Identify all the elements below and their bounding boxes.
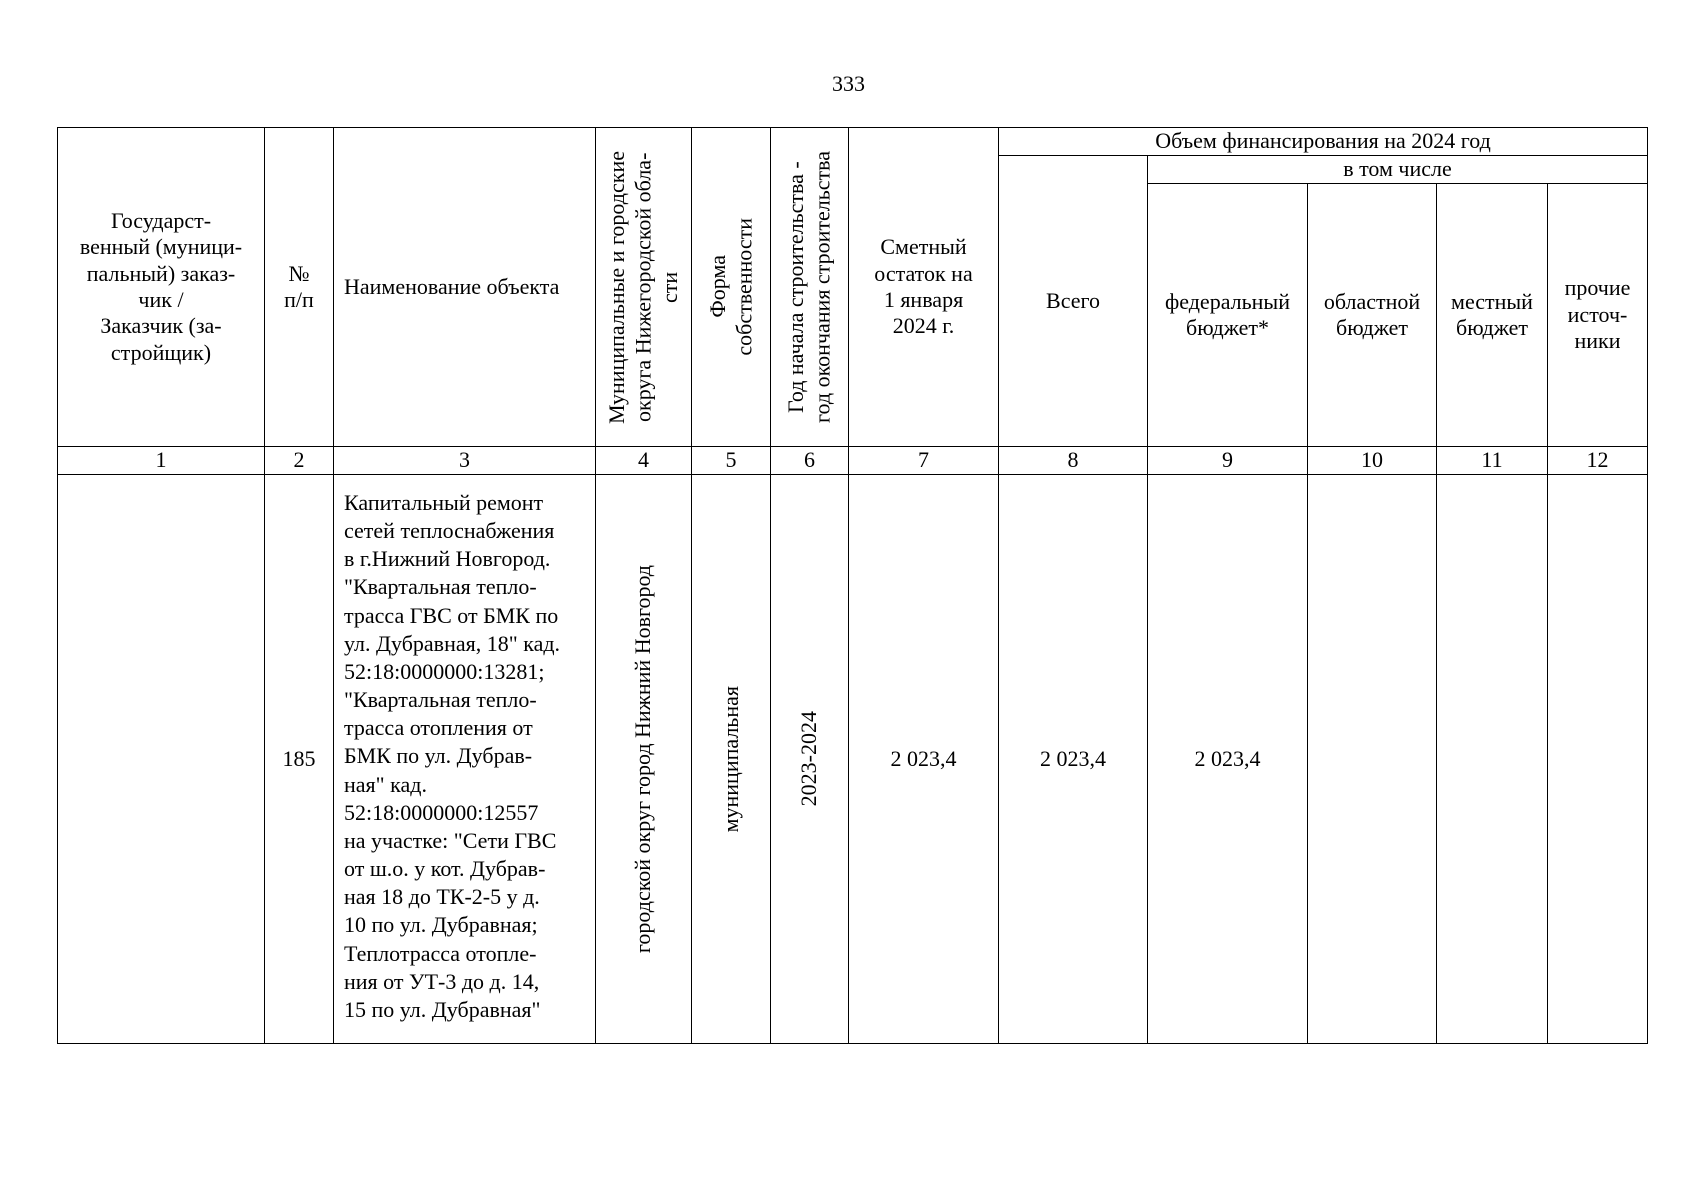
header-estimate-balance: Сметный остаток на 1 января 2024 г.	[849, 128, 999, 447]
cell-local	[1437, 475, 1548, 1044]
column-number: 5	[692, 447, 771, 475]
page-number: 333	[832, 71, 865, 96]
column-number: 3	[334, 447, 596, 475]
header-financing-group: Объем финансирования на 2024 год	[999, 128, 1648, 156]
cell-municipality	[596, 475, 692, 1044]
cell-number: 185	[265, 475, 334, 1044]
cell-municipality-text: городской округ город Нижний Новгород	[630, 564, 656, 954]
header-years-text: Год начала строительства - год окончания строительства	[783, 151, 835, 423]
column-number: 7	[849, 447, 999, 475]
header-municipality	[596, 128, 692, 447]
column-number: 6	[771, 447, 849, 475]
cell-object-name: Капитальный ремонт сетей теплоснабжения в г.Нижний Новгород. "Квартальная тепло- трасса ГВС от БМК по ул. Дубравная, 18" кад. 52:18:0000000:13281; "Квартальная тепло- трасса отопления от БМК по ул. Дубрав- ная" кад. 52:18:0000000:12557 на участке: "Сети ГВС от ш.о. у кот. Дубрав- ная 18 до ТК-2-5 у д. 10 по ул. Дубравная; Теплотрасса отопле- ния от УТ-3 до д. 14, 15 по ул. Дубравная"	[334, 475, 596, 1044]
cell-years	[771, 475, 849, 1044]
header-total: Всего	[999, 156, 1148, 447]
header-including: в том числе	[1148, 156, 1648, 184]
cell-estimate-balance: 2 023,4	[849, 475, 999, 1044]
header-municipality-text: Муниципальные и городские округа Нижегородской обла- сти	[603, 150, 682, 424]
cell-total: 2 023,4	[999, 475, 1148, 1044]
header-ownership	[692, 128, 771, 447]
table-row	[58, 475, 1648, 1044]
cell-customer	[58, 475, 265, 1044]
cell-years-text: 2023-2024	[796, 711, 822, 807]
column-number: 12	[1548, 447, 1648, 475]
column-number: 8	[999, 447, 1148, 475]
cell-ownership-text: муниципальная	[717, 685, 743, 833]
cell-ownership	[692, 475, 771, 1044]
column-number-row	[58, 447, 1648, 475]
header-other: прочие источ- ники	[1548, 184, 1648, 447]
header-ownership-text: Форма собственности	[704, 218, 756, 356]
column-number: 10	[1308, 447, 1437, 475]
column-number: 2	[265, 447, 334, 475]
cell-federal: 2 023,4	[1148, 475, 1308, 1044]
financing-table	[57, 127, 1648, 1044]
column-number: 4	[596, 447, 692, 475]
header-object-name: Наименование объекта	[334, 128, 596, 447]
column-number: 1	[58, 447, 265, 475]
column-number: 9	[1148, 447, 1308, 475]
header-years	[771, 128, 849, 447]
header-local: местный бюджет	[1437, 184, 1548, 447]
cell-other	[1548, 475, 1648, 1044]
column-number: 11	[1437, 447, 1548, 475]
cell-regional	[1308, 475, 1437, 1044]
header-federal: федеральный бюджет*	[1148, 184, 1308, 447]
header-regional: областной бюджет	[1308, 184, 1437, 447]
header-customer: Государст- венный (муници- пальный) заказ- чик / Заказчик (за- стройщик)	[58, 128, 265, 447]
header-number: № п/п	[265, 128, 334, 447]
